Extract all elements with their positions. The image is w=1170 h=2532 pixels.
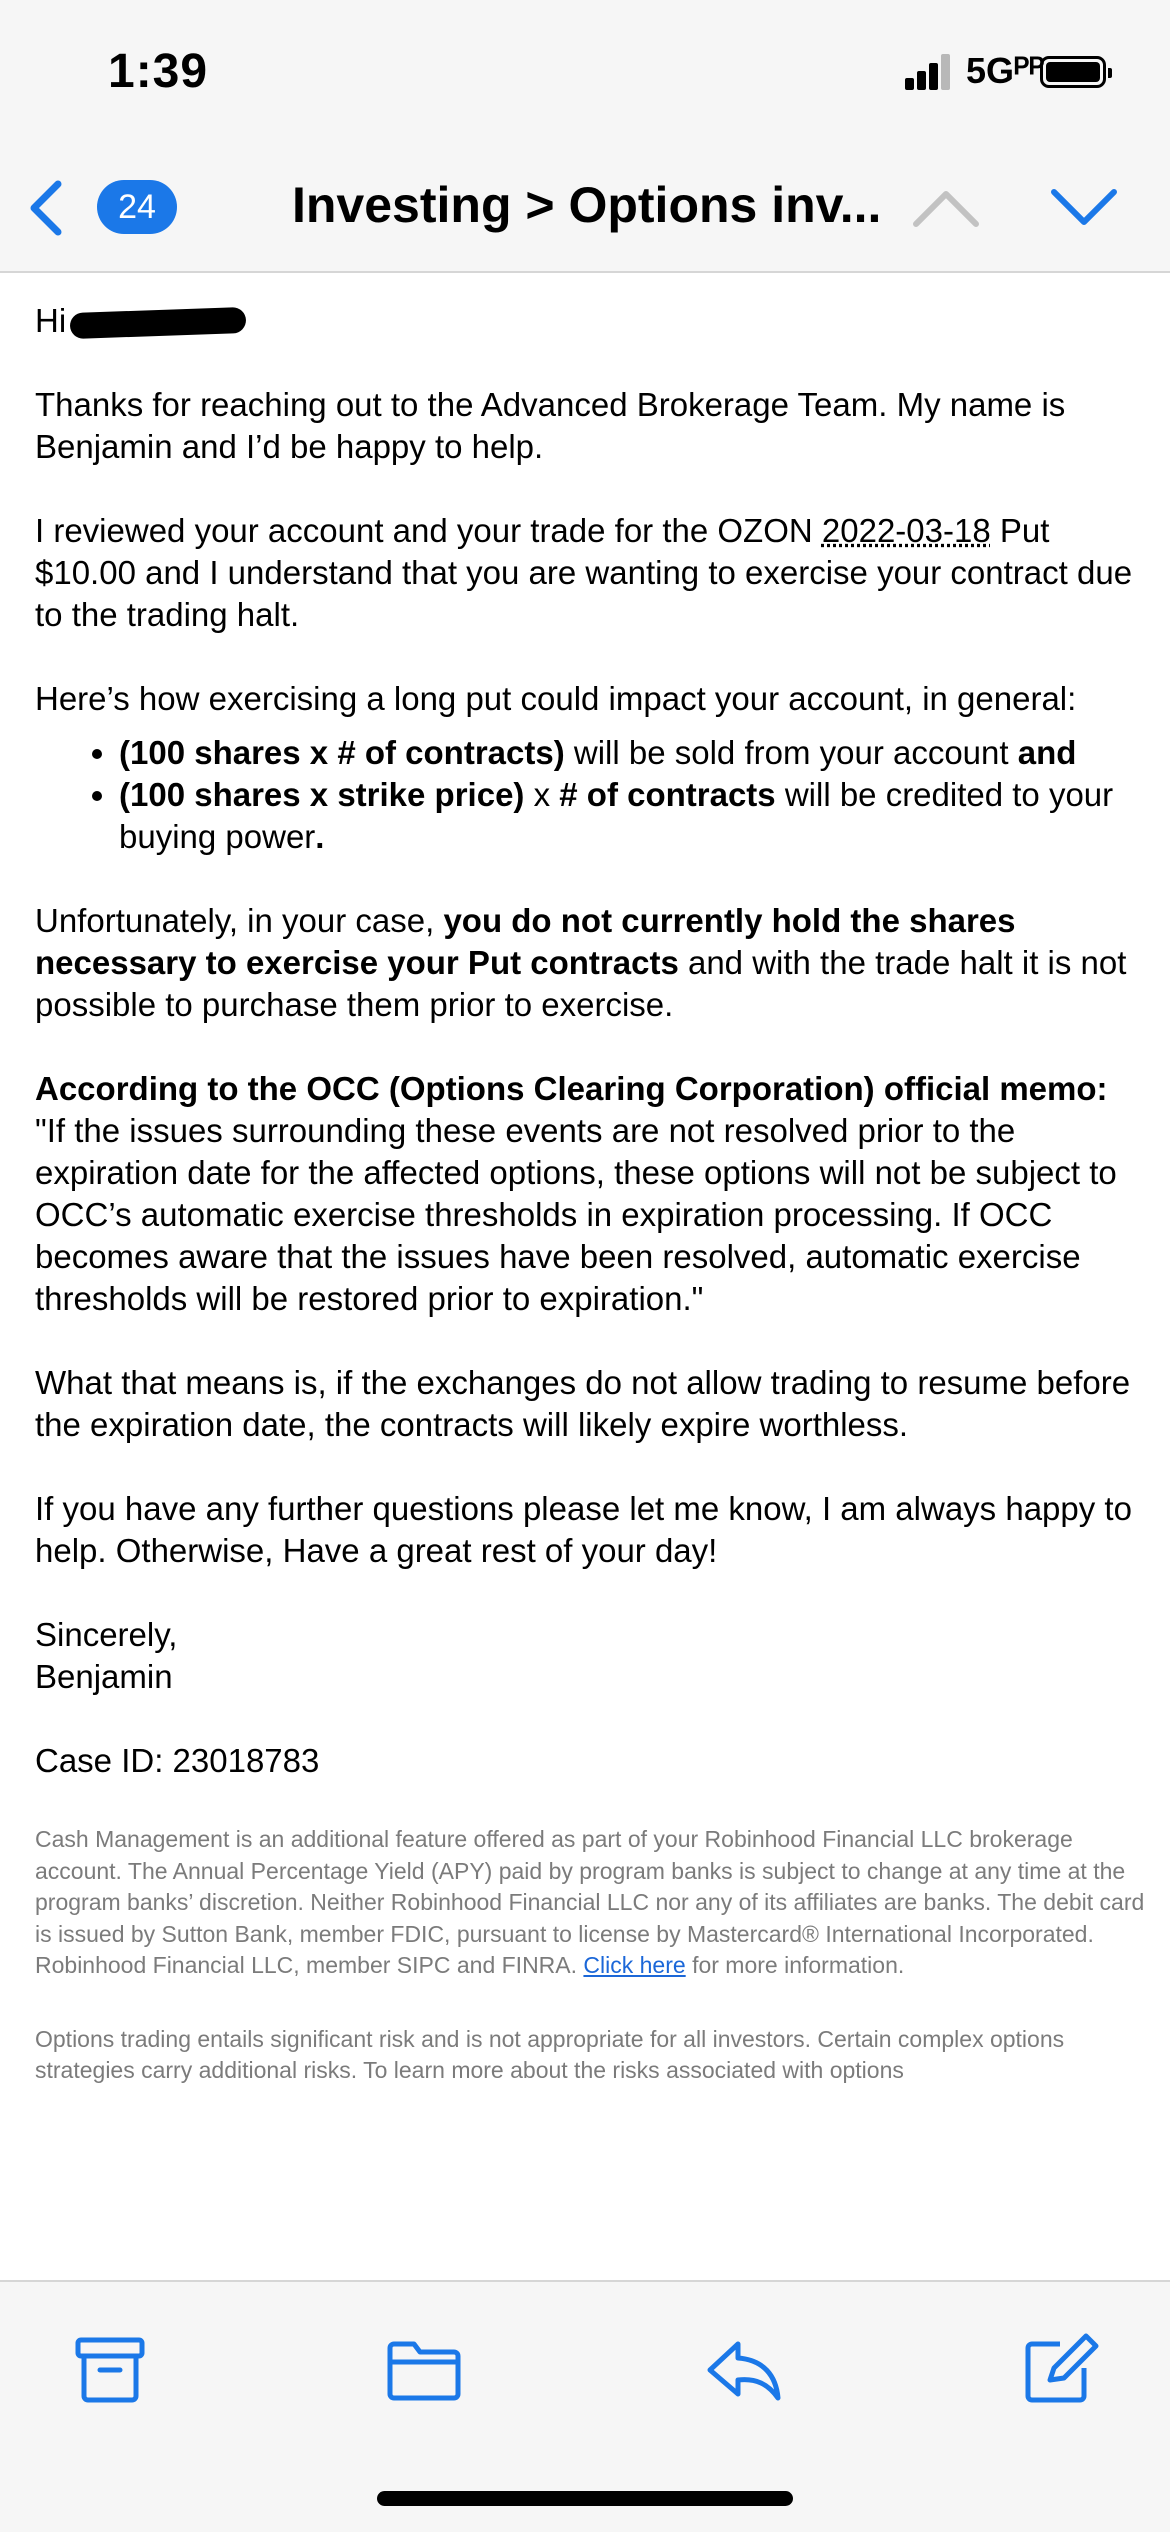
greeting: Hi [35,300,1145,342]
mailbox-title: Investing > Options inv... [292,177,882,233]
unread-count-badge[interactable]: 24 [97,180,177,234]
paragraph-closing: If you have any further questions please let me know, I am always happy to help. Otherwise, Have a great rest of your day! [35,1490,1132,1569]
back-chevron-icon[interactable] [26,178,66,238]
battery-icon [1040,56,1106,88]
disclaimer-options: Options trading entails significant risk and is not appropriate for all investors. Certain complex options strategies carry additional risks. To learn more about the risks associated with options [35,2025,1065,2083]
home-indicator[interactable] [377,2491,793,2506]
disclaimer-cash-management: Cash Management is an additional feature offered as part of your Robinhood Financial LLC brokerage account. The Annual Percentage Yield (APY) paid by program banks is subject to change at any time at the program banks’ discretion. Neither Robinhood Financial LLC nor any of its affiliates are banks. The debit card is issued by Sutton Bank, member FDIC, pursuant to license by Mastercard® International Incorporated. Robinhood Financial LLC, member SIPC and FINRA. Click here for more information. [35,1826,1145,1978]
list-item: • (100 shares x # of contracts) will be sold from your account and [119,732,1145,774]
previous-message-chevron-icon[interactable] [910,182,982,232]
email-body [35,300,1145,2129]
paragraph-unfortunately: Unfortunately, in your case, you do not currently hold the shares necessary to exercise your Put contracts and with the trade halt it is not possible to purchase them prior to exercise. [35,902,1127,1023]
paragraph-intro: Thanks for reaching out to the Advanced Brokerage Team. My name is Benjamin and I’d be happy to help. [35,386,1066,465]
paragraph-meaning: What that means is, if the exchanges do not allow trading to resume before the expiration date, the contracts will likely expire worthless. [35,1364,1131,1443]
case-id: Case ID: 23018783 [35,1742,320,1779]
next-message-chevron-icon[interactable] [1048,182,1120,232]
impact-list [35,732,1145,858]
cellular-signal-icon [905,54,951,90]
nav-bar [0,150,1170,273]
reply-icon[interactable] [704,2332,784,2408]
status-time: 1:39 [108,45,209,98]
redacted-name [70,307,247,339]
folder-icon[interactable] [384,2332,464,2408]
compose-icon[interactable] [1020,2332,1100,2408]
list-item: • (100 shares x strike price) x # of contracts will be credited to your buying power. [119,774,1145,858]
status-bar [0,0,1170,150]
paragraph-occ-memo: According to the OCC (Options Clearing Corporation) official memo: "If the issues surrounding these events are not resolved prior to the expiration date for the affected options, these options will not be subject to OCC’s automatic exercise thresholds in expiration processing. If OCC becomes aware that the issues have been resolved, automatic exercise thresholds will be restored prior to expiration." [35,1070,1117,1317]
network-type: 5Gᴾᴾ [966,50,1045,91]
date-link[interactable]: 2022-03-18 [821,512,991,549]
paragraph-review: I reviewed your account and your trade for the OZON 2022-03-18 Put $10.00 and I understand that you are wanting to exercise your contract due to the trading halt. [35,512,1133,633]
click-here-link[interactable]: Click here [583,1952,686,1978]
archive-icon[interactable] [70,2332,150,2408]
paragraph-impact: Here’s how exercising a long put could impact your account, in general: [35,680,1077,717]
signature: Sincerely, Benjamin [35,1616,178,1695]
